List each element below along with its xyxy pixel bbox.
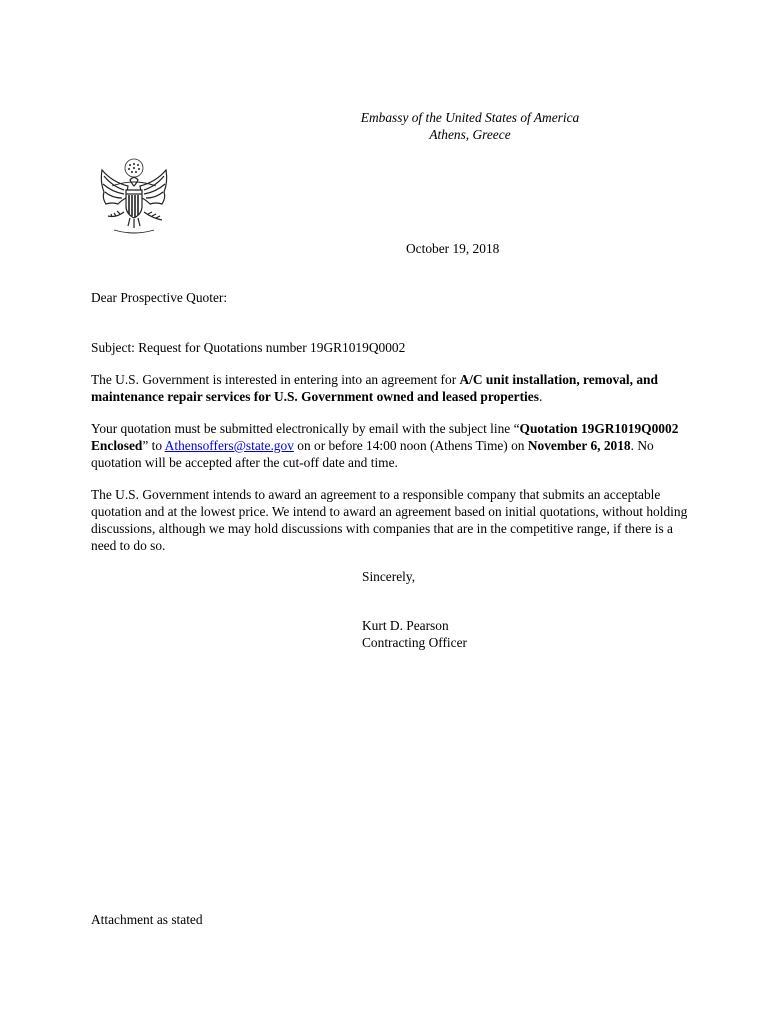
- signer-title: Contracting Officer: [362, 635, 467, 650]
- deadline-date: November 6, 2018: [527, 438, 631, 453]
- paragraph-services-end: .: [538, 389, 543, 404]
- letter-date: October 19, 2018: [406, 241, 500, 256]
- subject-line: Subject: Request for Quotations number 19GR1019Q0002: [91, 340, 406, 355]
- attachment-note: Attachment as stated: [91, 912, 203, 927]
- submission-text-2: ” to: [142, 438, 165, 453]
- salutation: Dear Prospective Quoter:: [91, 290, 228, 305]
- services-description: A/C unit installation, removal, and maintenance repair services for U.S. Government owned and leased properties: [91, 372, 658, 404]
- letterhead-line2: Athens, Greece: [429, 127, 511, 142]
- submission-text-1: Your quotation must be submitted electronically by email with the subject line “: [91, 421, 520, 436]
- submission-text-4: . No quotation will be accepted after the cut-off date and time.: [91, 438, 654, 470]
- email-subject-line: Quotation 19GR1019Q0002 Enclosed: [91, 421, 679, 453]
- submission-text-3: on or before 14:00 noon (Athens Time) on: [293, 438, 528, 453]
- signer-name: Kurt D. Pearson: [362, 618, 449, 633]
- letterhead: [300, 109, 640, 143]
- paragraph-award: The U.S. Government intends to award an agreement to a responsible company that submits an acceptable quotation and at the lowest price. We intend to award an agreement based on initial quotations, without holding discussions, although we may hold discussions with companies that are in the competitive range, if there is a need to do so.: [91, 487, 688, 553]
- closing: Sincerely,: [362, 569, 416, 584]
- great-seal-eagle-icon: [94, 156, 174, 240]
- paragraph-services-text: The U.S. Government is interested in entering into an agreement for: [91, 372, 460, 387]
- letterhead-line1: Embassy of the United States of America: [360, 110, 580, 125]
- paragraph-services: [91, 371, 691, 405]
- email-link[interactable]: Athensoffers@state.gov: [164, 438, 294, 453]
- paragraph-submission: [91, 420, 691, 471]
